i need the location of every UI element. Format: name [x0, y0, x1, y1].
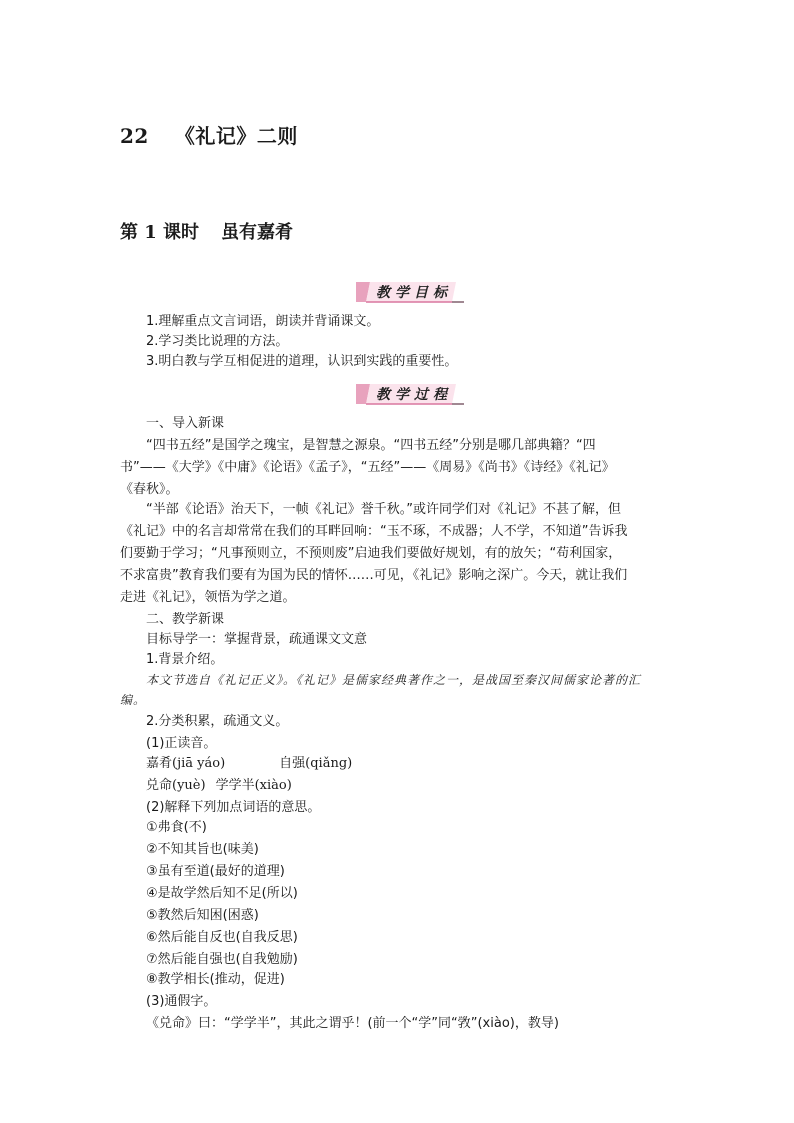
- pronunciation-item: 学学半(xiào): [215, 778, 292, 793]
- paragraph-line: 不求富贵”教育我们要有为国为民的情怀……可见，《礼记》影响之深广。今天，就让我们: [120, 568, 628, 583]
- definition-item: ⑧教学相长(推动，促进): [146, 972, 285, 987]
- objectives-banner: [356, 280, 466, 304]
- goal-title: 目标导学一：掌握背景，疏通课文文意: [146, 632, 368, 647]
- definition-item: ⑤教然后知困(困惑): [146, 908, 259, 923]
- item-title: 2.分类积累，疏通文义。: [146, 714, 289, 729]
- definition-item: ④是故学然后知不足(所以): [146, 886, 298, 901]
- process-header: 教学过程: [376, 387, 452, 403]
- sub-title: (1)正读音。: [146, 736, 217, 751]
- pronunciation-item: 自强(qiǎng): [279, 756, 353, 771]
- sub-title: (3)通假字。: [146, 994, 217, 1009]
- session-title: 虽有嘉肴: [221, 222, 294, 243]
- paragraph-line: 《礼记》中的名言却常常在我们的耳畔回响：“玉不琢，不成器；人不学，不知道”告诉我: [120, 524, 628, 539]
- objective-item: 3.明白教与学互相促进的道理，认识到实践的重要性。: [146, 354, 458, 369]
- paragraph-line: 《春秋》。: [120, 482, 179, 497]
- objective-item: 2.学习类比说理的方法。: [146, 334, 289, 349]
- definition-item: ③虽有至道(最好的道理): [146, 864, 285, 879]
- definition-item: ②不知其旨也(味美): [146, 842, 259, 857]
- paragraph-line: 书”——《大学》《中庸》《论语》《孟子》，“五经”——《周易》《尚书》《诗经》《礼记》: [120, 460, 615, 475]
- lesson-title: 《礼记》二则: [174, 124, 298, 148]
- pronunciation-item: 嘉肴(jiā yáo): [146, 756, 226, 771]
- paragraph-line: “半部《论语》治天下，一帧《礼记》誉千秋。”或许同学们对《礼记》不甚了解，但: [146, 502, 621, 517]
- lesson-number: 22: [120, 124, 149, 148]
- part1-title: 一、导入新课: [146, 416, 225, 431]
- objective-item: 1.理解重点文言词语，朗读并背诵课文。: [146, 314, 380, 329]
- definition-item: ①弗食(不): [146, 820, 207, 835]
- pronunciation-row: [146, 776, 292, 796]
- definition-item: ⑥然后能自反也(自我反思): [146, 930, 298, 945]
- background-text: 编。: [120, 693, 147, 707]
- pronunciation-item: 兑命(yuè): [146, 778, 206, 793]
- background-title: 1.背景介绍。: [146, 652, 224, 667]
- lesson-heading: [120, 120, 298, 149]
- paragraph-line: “四书五经”是国学之瑰宝，是智慧之源泉。“四书五经”分别是哪几部典籍？“四: [146, 438, 596, 453]
- background-text: 本文节选自《礼记正义》。《礼记》是儒家经典著作之一，是战国至秦汉间儒家论著的汇: [146, 673, 642, 687]
- part2-title: 二、教学新课: [146, 612, 225, 627]
- session-heading: [120, 218, 293, 244]
- paragraph-line: 们要勤于学习；“凡事预则立，不预则废”启迪我们要做好规划，有的放矢；“苟利国家，: [120, 546, 622, 561]
- objectives-header: 教学目标: [376, 285, 452, 301]
- tongjia-line: 《兑命》曰：“学学半”，其此之谓乎！(前一个“学”同“敩”(xiào)，教导): [146, 1016, 559, 1031]
- session-label: 第 1 课时: [120, 222, 200, 243]
- definition-item: ⑦然后能自强也(自我勉励): [146, 952, 298, 967]
- pronunciation-row: [146, 754, 352, 774]
- process-banner: [356, 382, 466, 406]
- paragraph-line: 走进《礼记》，领悟为学之道。: [120, 590, 296, 605]
- sub-title: (2)解释下列加点词语的意思。: [146, 800, 321, 815]
